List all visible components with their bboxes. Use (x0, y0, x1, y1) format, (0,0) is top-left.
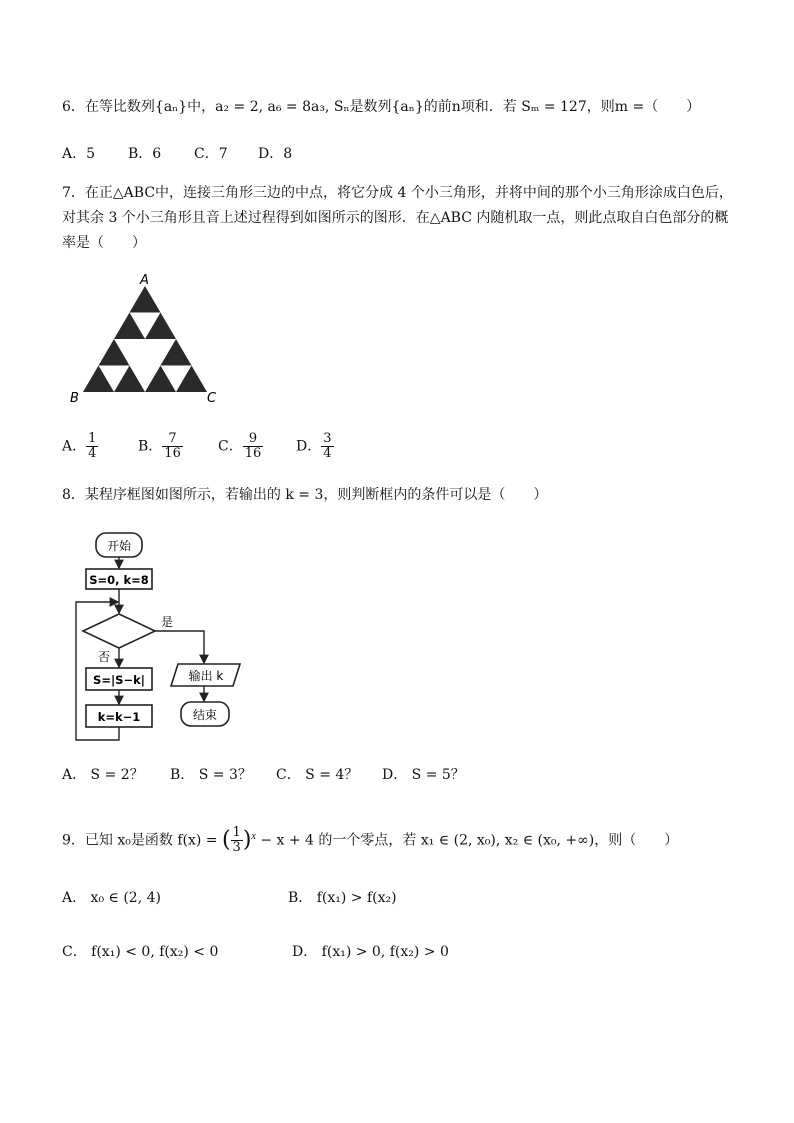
q9-fraction-numerator: 1 (232, 825, 241, 841)
q9-stem-suffix: − x + 4 的一个零点，若 x₁ ∈ (2, x₀), x₂ ∈ (x₀, +∞)，则（ ） (255, 832, 679, 849)
q9-option-a[interactable]: A． x₀ ∈ (2, 4) (62, 890, 161, 906)
q7-d-denominator: 4 (323, 446, 332, 461)
q6-option-b[interactable]: B．6 (128, 146, 162, 162)
q7-c-denominator: 16 (244, 446, 262, 461)
q8-option-c[interactable]: C． S = 4？ (276, 767, 359, 783)
q6-option-a[interactable]: A．5 (62, 146, 96, 162)
question-7-line-1: 7．在正△ABC中，连接三角形三边的中点，将它分成 4 个小三角形，并将中间的那个小三角形涂成白色后， (62, 185, 733, 201)
q7-option-a-label: A． (62, 438, 87, 455)
q7-option-b[interactable] (138, 432, 183, 461)
q7-option-b-label: B． (138, 438, 163, 455)
vertex-label-a: A (140, 273, 149, 288)
q9-option-c[interactable]: C． f(x₁) < 0, f(x₂) < 0 (62, 944, 219, 960)
q9-exponent: x (251, 831, 256, 842)
flow-step1-label: S=|S−k| (93, 673, 145, 687)
q9-fraction (231, 826, 243, 855)
q7-option-a-fraction (86, 432, 98, 461)
q9-option-b[interactable]: B． f(x₁) > f(x₂) (288, 890, 397, 906)
q7-option-c-fraction (243, 432, 264, 461)
q7-a-numerator: 1 (88, 431, 97, 446)
q7-option-d-label: D． (296, 438, 322, 455)
question-6-stem: 6．在等比数列{aₙ}中，a₂ = 2, a₆ = 8a₃, Sₙ是数列{aₙ}的前n项和．若 Sₘ = 127，则m =（ ） (62, 99, 701, 115)
q9-left-paren: ( (221, 827, 231, 853)
flow-arrow-yes (155, 631, 204, 663)
question-7-line-2: 对其余 3 个小三角形且音上述过程得到如图所示的图形．在△ABC 内随机取一点，则此点取自白色部分的概 (62, 210, 729, 226)
q7-b-numerator: 7 (162, 432, 183, 447)
q9-option-d[interactable]: D． f(x₁) > 0, f(x₂) > 0 (292, 944, 449, 960)
flow-end-label: 结束 (192, 708, 218, 722)
q9-stem-prefix: 9．已知 x₀是函数 f(x) = (62, 832, 222, 849)
q9-fraction-denominator: 3 (232, 840, 241, 856)
q7-option-d[interactable] (296, 432, 334, 461)
flow-start-label: 开始 (106, 539, 132, 553)
q6-option-c[interactable]: C．7 (194, 146, 228, 162)
vertex-label-b: B (70, 391, 79, 406)
q8-option-a[interactable]: A． S = 2？ (62, 767, 144, 783)
q7-a-denominator: 4 (88, 446, 97, 461)
flow-no-label: 否 (98, 650, 111, 664)
q7-option-c-label: C． (218, 438, 243, 455)
q6-option-d[interactable]: D．8 (258, 146, 293, 162)
flow-output-label: 输出 k (188, 669, 224, 683)
q7-d-numerator: 3 (323, 431, 332, 446)
question-9-stem (62, 820, 678, 858)
q7-b-denominator: 16 (164, 446, 181, 461)
q7-c-numerator: 9 (243, 432, 264, 447)
vertex-label-c: C (207, 391, 217, 406)
q7-option-a[interactable] (62, 432, 98, 461)
question-7-line-3: 率是（ ） (62, 235, 146, 251)
q8-option-d[interactable]: D． S = 5？ (382, 767, 465, 783)
q7-option-d-fraction (321, 432, 333, 461)
q8-option-b[interactable]: B． S = 3？ (170, 767, 252, 783)
q7-option-b-fraction (162, 432, 183, 461)
flow-init-label: S=0, k=8 (89, 573, 149, 587)
q7-option-c[interactable] (218, 432, 263, 461)
program-flowchart (70, 528, 250, 746)
flow-step2-label: k=k−1 (97, 710, 141, 724)
flow-decision-diamond (83, 614, 155, 648)
flow-yes-label: 是 (161, 615, 174, 629)
question-8-stem: 8．某程序框图如图所示，若输出的 k = 3，则判断框内的条件可以是（ ） (62, 487, 548, 503)
q9-right-paren: ) (242, 827, 252, 853)
sierpinski-triangle-figure (66, 272, 226, 410)
